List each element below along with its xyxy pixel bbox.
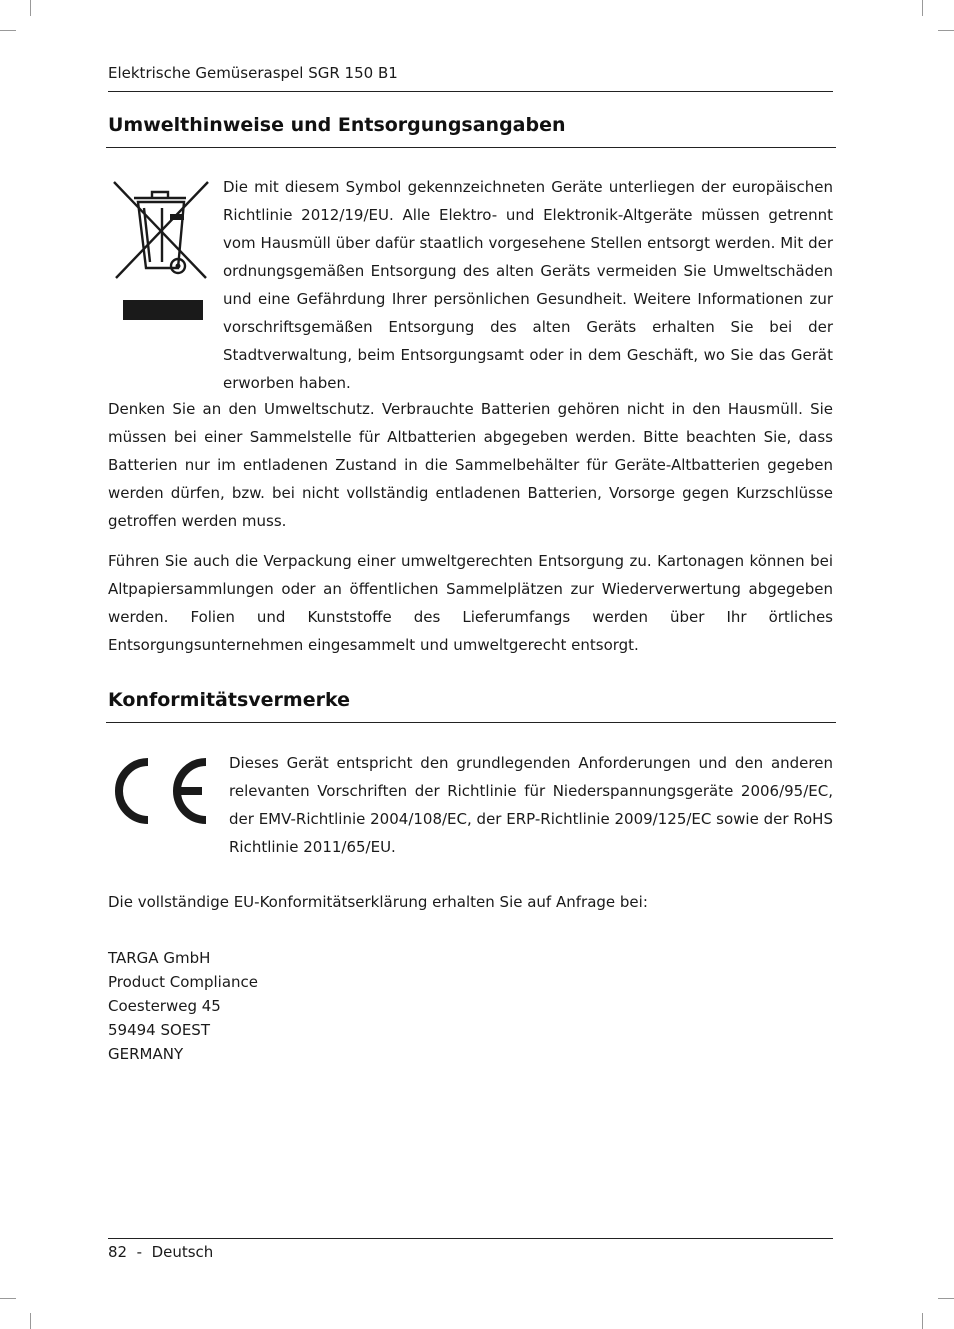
address-line: Coesterweg 45	[108, 997, 221, 1015]
ce-mark-icon	[108, 754, 210, 828]
address-line: 59494 SOEST	[108, 1021, 210, 1039]
section-rule	[106, 147, 836, 148]
address-line: GERMANY	[108, 1045, 184, 1063]
crop-mark	[922, 1313, 923, 1329]
address-line: Product Compliance	[108, 973, 259, 991]
crop-mark	[922, 0, 923, 16]
paragraph-packaging: Führen Sie auch die Verpackung einer umweltgerechten Entsorgung zu. Kartonagen können bei Altpapiersammlungen oder an öffentlichen Sammelplätzen zur Wiederverwertung abgegeben werden. Folien und Kunststoffe des Lieferumfangs werden über Ihr örtliches Entsorgungsunternehmen eingesammelt und umweltgerecht entsorgt.	[108, 552, 833, 654]
page-number-label: 82 - Deutsch	[108, 1243, 214, 1261]
section-heading-environment: Umwelthinweise und Entsorgungsangaben	[108, 114, 566, 136]
footer-rule	[108, 1238, 833, 1239]
address-block	[108, 946, 258, 1066]
document-header-title: Elektrische Gemüseraspel SGR 150 B1	[108, 64, 398, 82]
address-line: TARGA GmbH	[108, 949, 211, 967]
crop-mark	[938, 30, 954, 31]
crop-mark	[0, 1298, 16, 1299]
crossed-out-wheelie-bin-icon	[112, 178, 212, 322]
section-rule	[106, 722, 836, 723]
crop-mark	[30, 1313, 31, 1329]
section-heading-conformity: Konformitätsvermerke	[108, 689, 350, 711]
crop-mark	[30, 0, 31, 16]
crop-mark	[938, 1298, 954, 1299]
paragraph-batteries: Denken Sie an den Umweltschutz. Verbrauchte Batterien gehören nicht in den Hausmüll. Sie müssen bei einer Sammelstelle für Altbatterien abgegeben werden. Bitte beachten Sie, dass Batterien nur im entladenen Zustand in die Sammelbehälter für Geräte-Altbatterien gegeben werden dürfen, bzw. bei nicht vollständig entladenen Batterien, Vorsorge gegen Kurzschlüsse getroffen werden muss.	[108, 400, 833, 530]
crop-mark	[0, 30, 16, 31]
header-rule	[108, 91, 833, 92]
paragraph-weee-intro: Die mit diesem Symbol gekennzeichneten Geräte unterliegen der europäischen Richtlinie 2012/19/EU. Alle Elektro- und Elektronik-Altgeräte müssen getrennt vom Hausmüll über dafür staatlich vorgesehene Stellen entsorgt werden. Mit der ordnungsgemäßen Entsorgung des alten Geräts vermeiden Sie Umweltschäden und eine Gefährdung Ihrer persönlichen Gesundheit. Weitere Informationen zur vorschriftsgemäßen Entsorgung des alten Geräts erhalten Sie bei der Stadtverwaltung, beim Entsorgungsamt oder in dem Geschäft, wo Sie das Gerät erworben haben.	[223, 178, 833, 392]
paragraph-request: Die vollständige EU-Konformitätserklärung erhalten Sie auf Anfrage bei:	[108, 893, 648, 911]
paragraph-ce-conformity: Dieses Gerät entspricht den grundlegenden Anforderungen und den anderen relevanten Vorschriften der Richtlinie für Niederspannungsgeräte 2006/95/EC, der EMV-Richtlinie 2004/108/EC, der ERP-Richtlinie 2009/125/EC sowie der RoHS Richtlinie 2011/65/EU.	[229, 754, 833, 856]
